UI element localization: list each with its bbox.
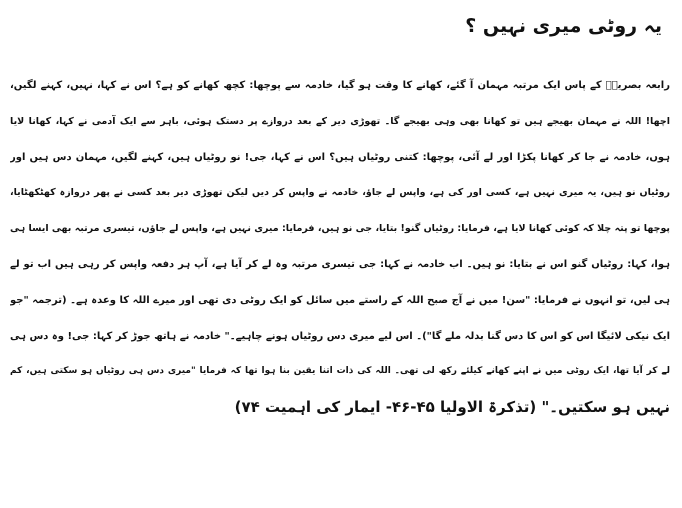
text-line: ایک نیکی لائیگا اس کو اس کا دس گنا بدلہ ملے گا")۔ اس لیے میری دس روٹیاں ہونے چاہیے۔" خادمہ نے ہاتھ جوڑ کر کہا: جی! وہ دس ہی [10,330,670,342]
text-line: روٹیاں نو ہیں، یہ میری نہیں ہے، کسی اور کی ہے، واپس لے جاؤ، خادمہ نے واپس کر دیں لیکن تھوڑی دیر بعد کسی نے پھر دروازہ کھٹکھٹایا، [10,187,670,199]
text-line: اچھا! اللہ نے مہمان بھیجے ہیں تو کھانا بھی وہی بھیجے گا۔ تھوڑی دیر کے بعد دروازے پر دستک ہوئی، باہر سے ایک آدمی نے کہا، کھانا لایا [10,115,670,127]
text-line: ہوں، خادمہ نے جا کر کھانا پکڑا اور لے آئی، پوچھا: کتنی روٹیاں ہیں؟ اس نے کہا، جی! نو روٹیاں ہیں، کہنے لگیں، مہمان دس ہیں اور [10,151,670,163]
text-line: رابعہ بصریہؒ کے پاس ایک مرتبہ مہمان آ گئے، کھانے کا وقت ہو گیا، خادمہ سے پوچھا: کچھ کھانے کو ہے؟ اس نے کہا، نہیں، کہنے لگیں، [10,80,670,91]
text-line: ہوا، کہا: روٹیاں گنو اس نے بتایا: نو ہیں۔ اب خادمہ نے کہا: جی تیسری مرتبہ وہ لے کر آیا ہے، آپ ہر دفعہ واپس کر رہی ہیں اب تو لے [10,258,670,270]
text-line: ہی لیں، تو انہوں نے فرمایا: "سن! میں نے آج صبح اللہ کے راستے میں سائل کو ایک روٹی دی تھی اور میرے اللہ کا وعدہ ہے۔ (ترجمہ "جو [10,294,670,306]
text-line: نہیں ہو سکتیں۔" (تذکرۃ الاولیا ۴۵-۴۶- ایمار کی اہمیت ۷۴) [234,398,670,417]
text-line: لے کر آیا تھا، ایک روٹی میں نے اپنے کھانے کیلئے رکھ لی تھی۔ اللہ کی ذات اتنا یقین بنا ہوا تھا کہ فرمایا "میری دس ہی روٹیاں ہو سکتی ہیں، کم [10,366,670,377]
body-text [10,68,670,426]
text-line: پوچھا تو پتہ چلا کہ کوئی کھانا لایا ہے، فرمایا: روٹیاں گنو! بتایا، جی نو ہیں، فرمایا: میری نہیں ہے، واپس لے جاؤں، تیسری مرتبہ بھی ایسا ہی [10,223,670,235]
page-title: یہ روٹی میری نہیں ؟ [465,15,662,37]
